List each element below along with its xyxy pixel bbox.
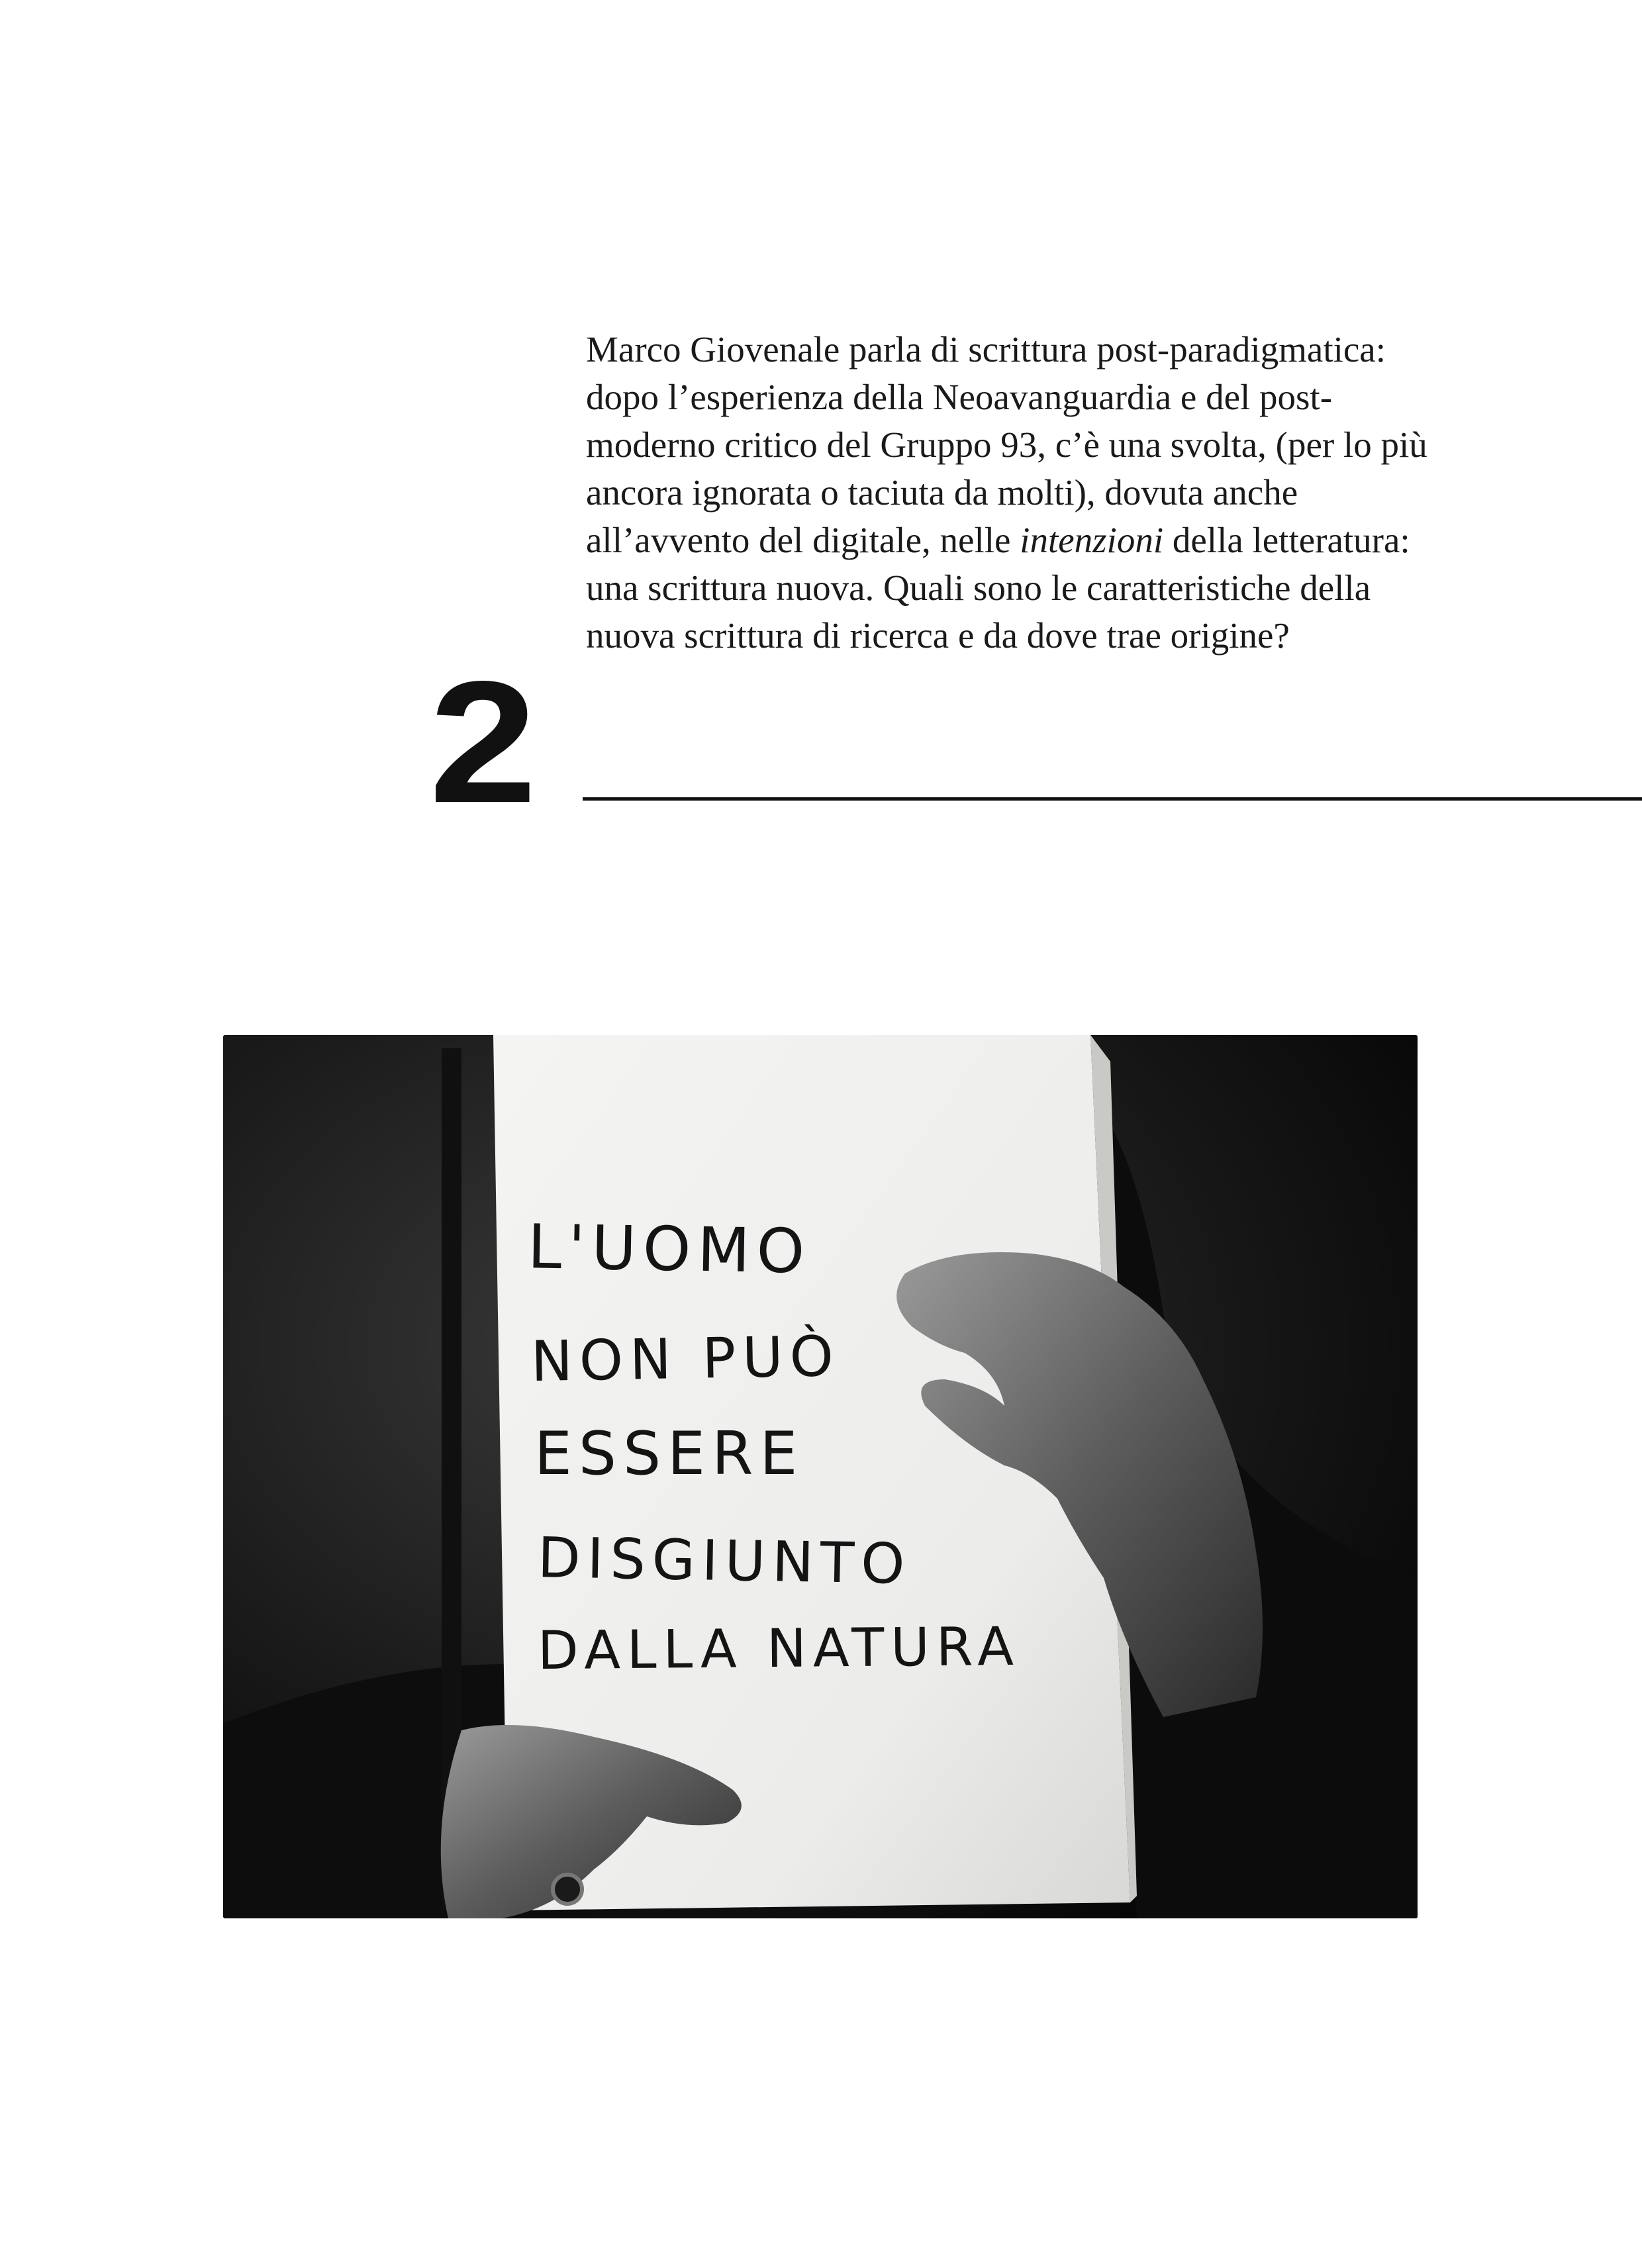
question-text — [586, 326, 1453, 660]
sign-line: ESSERE — [534, 1419, 804, 1489]
question-emphasis: intenzioni — [1020, 520, 1164, 560]
section-divider — [583, 797, 1642, 801]
sign-line: DISGIUNTO — [537, 1525, 912, 1597]
question-text-part: della letteratura: una scrittura nuova. Quali sono le caratteristiche della nuova scrittura di ricerca e da dove trae origine? — [586, 520, 1410, 656]
section-number: 2 — [429, 645, 534, 839]
photo-illustration — [223, 1035, 1418, 1918]
ring-icon — [553, 1875, 582, 1904]
question-text-part: Marco Giovenale parla di scrittura post-paradigmatica: dopo l’esperienza della Neoavanguardia e del post-moderno critico del Gruppo 93, c’è una svolta, (per lo più ancora ignorata o taciuta da molti), dovuta anche all’avvento del digitale, nelle — [586, 329, 1427, 560]
sign-line: DALLA NATURA — [537, 1615, 1021, 1682]
photo-hands-holding-sign — [223, 1035, 1418, 1918]
sign-line: L'UOMO — [527, 1211, 812, 1287]
sign-line: NON PUÒ — [530, 1323, 841, 1395]
